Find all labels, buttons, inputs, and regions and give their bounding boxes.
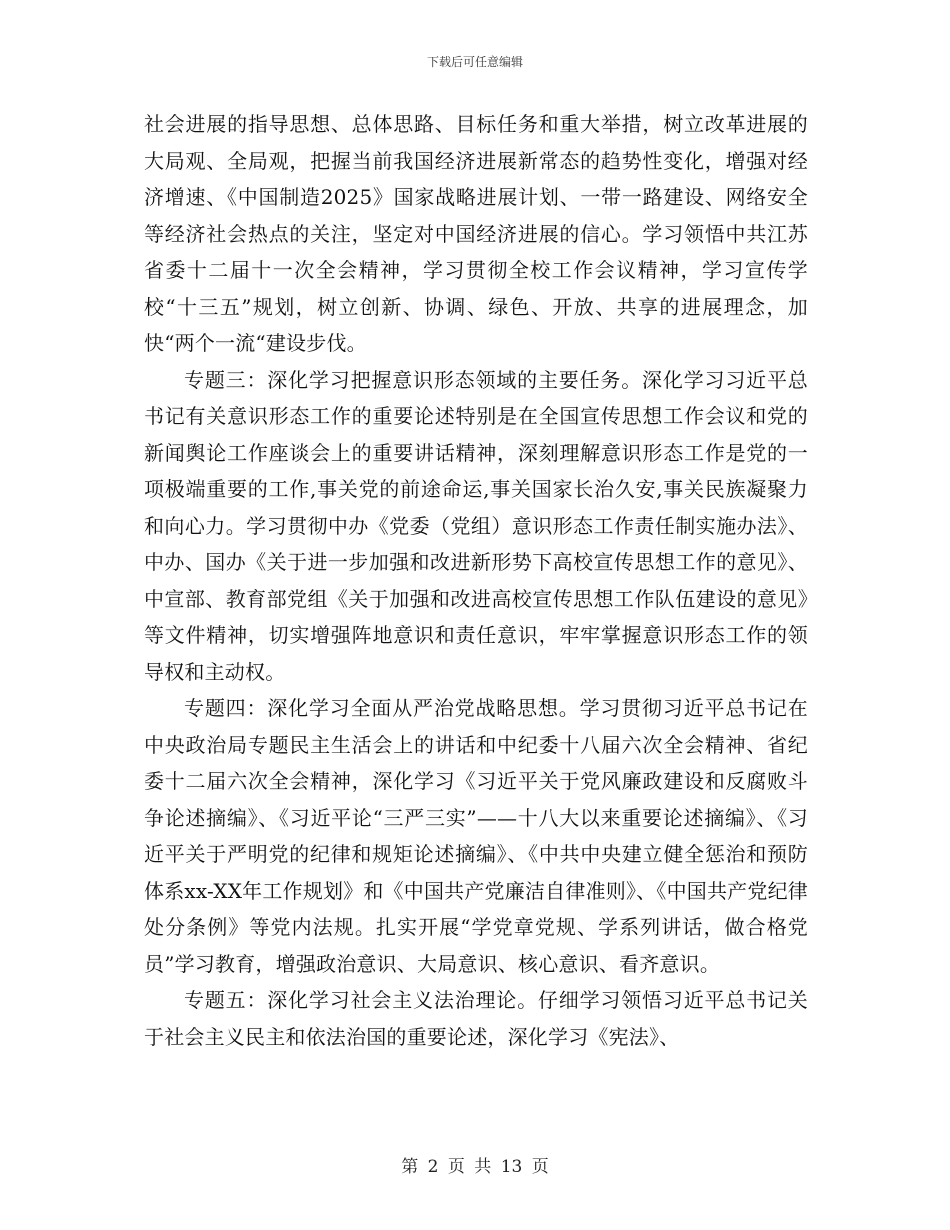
paragraph-topic-four: 专题四：深化学习全面从严治党战略思想。学习贯彻习近平总书记在中央政治局专题民主生活会上的讲话和中纪委十八届六次全会精神、省纪委十二届六次全会精神，深化学习《习近平关于党风廉政建设和反腐败斗争论述摘编》、《习近平论“三严三实”——十八大以来重要论述摘编》、《习近平关于严明党的纪律和规矩论述摘编》、《中共中央建立健全惩治和预防体系xx-XX年工作规划》和《中国共产党廉洁自律准则》、《中国共产党纪律处分条例》等党内法规。扎实开展“学党章党规、学系列讲话，做合格党员”学习教育，增强政治意识、大局意识、核心意识、看齐意识。 <box>144 696 808 976</box>
page-number: 第 2 页 共 13 页 <box>401 1157 549 1177</box>
paragraph-topic-three: 专题三：深化学习把握意识形态领域的主要任务。深化学习习近平总书记有关意识形态工作的重要论述特别是在全国宣传思想工作会议和党的新闻舆论工作座谈会上的重要讲话精神，深刻理解意识形态工作是党的一项极端重要的工作,事关党的前途命运,事关国家长治久安,事关民族凝聚力和向心力。学习贯彻中办《党委（党组）意识形态工作责任制实施办法》、中办、国办《关于进一步加强和改进新形势下高校宣传思想工作的意见》、中宣部、教育部党组《关于加强和改进高校宣传思想工作队伍建设的意见》等文件精神，切实增强阵地意识和责任意识，牢牢掌握意识形态工作的领导权和主动权。 <box>144 367 808 684</box>
document-body <box>144 106 808 1055</box>
paragraph-continued: 社会进展的指导思想、总体思路、目标任务和重大举措，树立改革进展的大局观、全局观，把握当前我国经济进展新常态的趋势性变化，增强对经济增速、《中国制造2025》国家战略进展计划、一带一路建设、网络安全等经济社会热点的关注，坚定对中国经济进展的信心。学习领悟中共江苏省委十二届十一次全会精神，学习贯彻全校工作会议精神，学习宣传学校“十三五”规划，树立创新、协调、绿色、开放、共享的进展理念，加快“两个一流“建设步伐。 <box>144 112 808 355</box>
header-note: 下载后可任意编辑 <box>426 55 523 69</box>
paragraph-topic-five: 专题五：深化学习社会主义法治理论。仔细学习领悟习近平总书记关于社会主义民主和依法治国的重要论述，深化学习《宪法》、 <box>144 988 808 1049</box>
